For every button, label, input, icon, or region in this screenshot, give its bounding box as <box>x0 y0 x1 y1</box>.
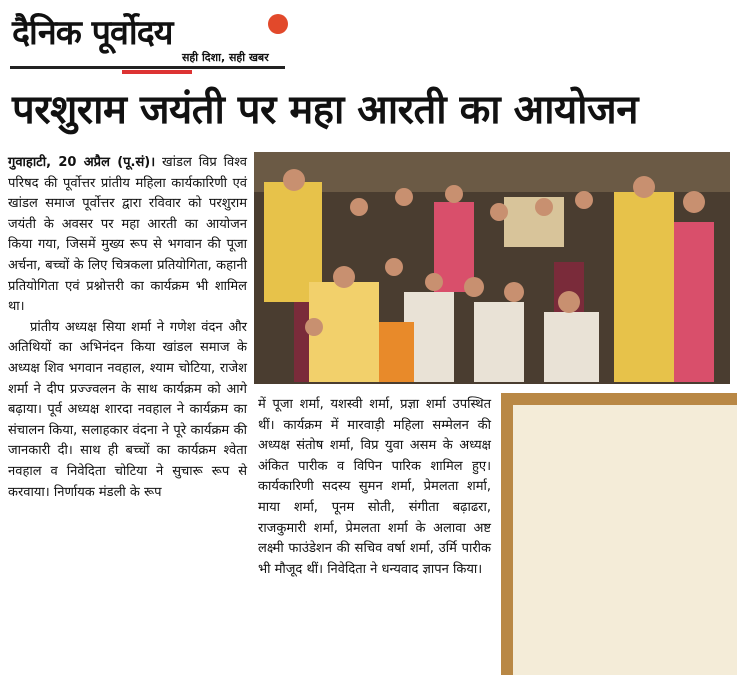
article-paragraph-2: प्रांतीय अध्यक्ष सिया शर्मा ने गणेश वंदन और अतिथियों का अभिनंदन किया खांडल समाज के अध्यक्ष शिव भगवान नवहाल, श्याम चोटिया, राजेश शर्मा ने दीप प्रज्ज्वलन के साथ कार्यक्रम को आगे बढ़ाया। पूर्व अध्यक्ष शारदा नवहाल ने कार्यक्रम का संचालन किया, सलाहकार वंदना ने पूरे कार्यक्रम की जानकारी दी। साथ ही बच्चों का कार्यक्रम श्वेता नवहाल व निवेदिता चोटिया ने सुचारू रूप से करवाया। निर्णायक मंडली के रूप <box>8 319 247 500</box>
advertisement-panel <box>513 405 737 675</box>
article-paragraph-3: में पूजा शर्मा, यशस्वी शर्मा, प्रज्ञा शर्मा उपस्थित थीं। कार्यक्रम में मारवाड़ी महिला सम्मेलन की अध्यक्ष संतोष शर्मा, विप्र युवा असम के अध्यक्ष अंकित पारीक व विपिन पारिक शामिल हुए। कार्यकारिणी सदस्य सुमन शर्मा, प्रेमलता शर्मा, माया शर्मा, पूनम सोती, संगीता बढ़ाढरा, राजकुमारी शर्मा, प्रेमलता शर्मा के अलावा अष्ट लक्ष्मी फाउंडेशन की सचिव वर्षा शर्मा, उर्मि पारीक भी मौजूद थीं। निवेदिता ने धन्यवाद ज्ञापन किया। <box>258 397 491 577</box>
advertisement-box <box>501 393 737 675</box>
masthead <box>10 6 290 74</box>
article-column-1 <box>8 153 247 503</box>
logo-dot-icon <box>268 14 288 34</box>
event-group-photo <box>254 152 730 384</box>
masthead-rule <box>10 66 285 69</box>
newspaper-name: दैनिक पूर्वोदय <box>12 13 173 53</box>
article-dateline: गुवाहाटी, 20 अप्रैल (पू.सं)। <box>8 155 156 170</box>
article-headline: परशुराम जयंती पर महा आरती का आयोजन <box>12 87 638 133</box>
masthead-red-bar <box>122 70 192 74</box>
article-column-2 <box>258 395 491 580</box>
article-paragraph-1: खांडल विप्र विश्व परिषद की पूर्वोत्तर प्रांतीय महिला कार्यकारिणी एवं खांडल समाज पूर्वोत्तर द्वारा रविवार को परशुराम जयंती के अवसर पर महा आरती का आयोजन किया गया, जिसमें मुख्य रूप से भगवान की पूजा अर्चना, बच्चों के लिए चित्रकला प्रतियोगिता, कहानी प्रतियोगिता एवं प्रश्नोत्तरी का कार्यक्रम भी शामिल था। <box>8 155 247 315</box>
newspaper-tagline: सही दिशा, सही खबर <box>182 51 269 64</box>
